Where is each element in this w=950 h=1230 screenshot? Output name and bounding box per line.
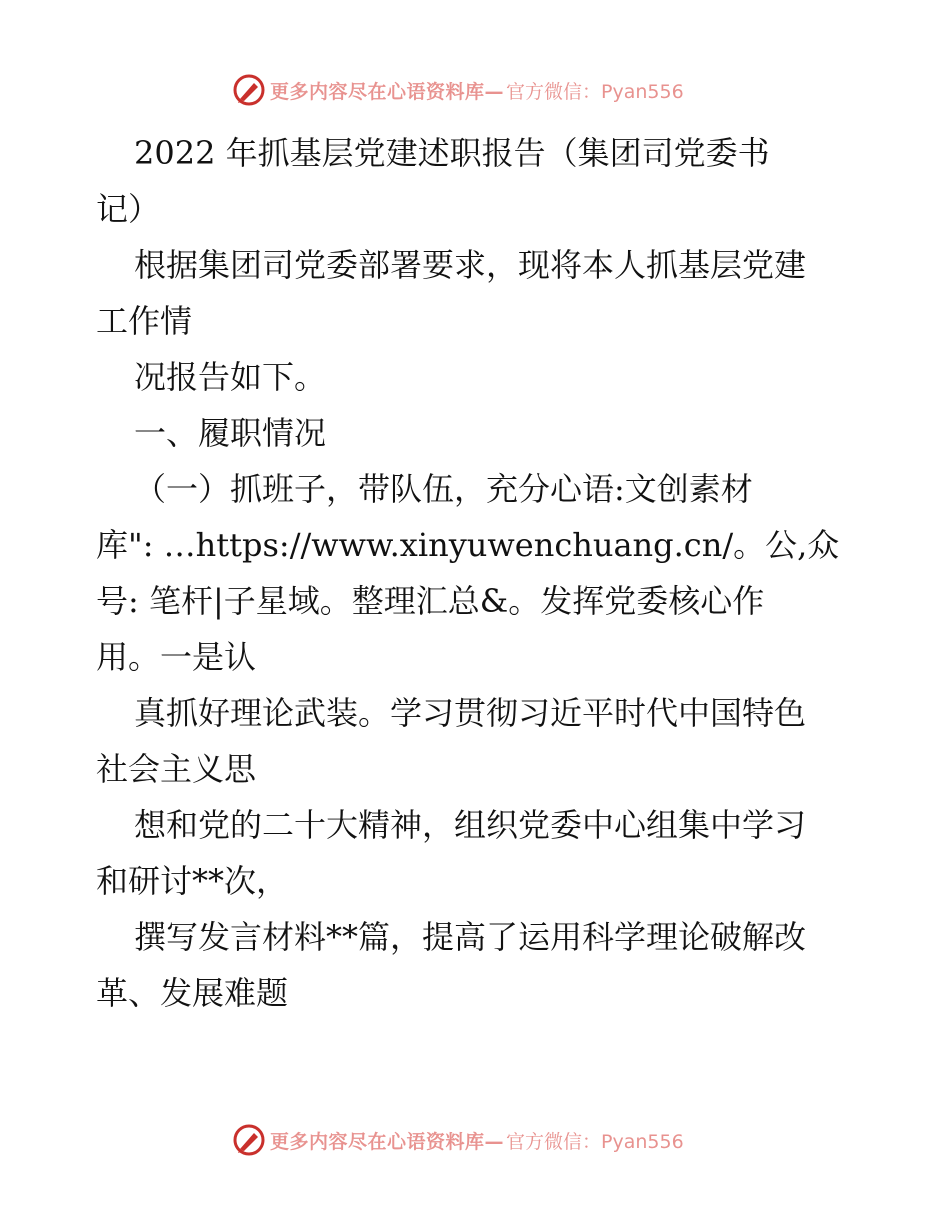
- document-body: [96, 125, 866, 1021]
- watermark-contact: 官方微信：Pyan556: [506, 1130, 684, 1153]
- pen-logo-icon: [232, 73, 266, 107]
- paragraph-line: 革、发展难题: [96, 974, 289, 1012]
- watermark-footer: [232, 1122, 684, 1158]
- paragraph-line: 用。一是认: [96, 638, 257, 676]
- paragraph-line: 库": …https://www.xinyuwenchuang.cn/。公,众: [96, 526, 840, 564]
- title-line-cont: 记）: [96, 190, 161, 228]
- title-line: 2022 年抓基层党建述职报告（集团司党委书: [134, 134, 770, 172]
- paragraph-line: 想和党的二十大精神，组织党委中心组集中学习: [134, 806, 807, 844]
- paragraph-line: 工作情: [96, 302, 193, 340]
- paragraph-line: 号: 笔杆|子星域。整理汇总&。发挥党委核心作: [96, 582, 765, 620]
- watermark-contact: 官方微信：Pyan556: [506, 80, 684, 103]
- watermark-text: 更多内容尽在心语资料库—: [270, 1130, 505, 1153]
- subsection-heading: （一）抓班子，带队伍，充分心语:文创素材: [134, 470, 753, 508]
- watermark-text: 更多内容尽在心语资料库—: [270, 80, 505, 103]
- section-heading: 一、履职情况: [134, 414, 327, 452]
- paragraph-line: 撰写发言材料**篇，提高了运用科学理论破解改: [134, 918, 807, 956]
- paragraph-line: 和研讨**次，: [96, 862, 289, 900]
- paragraph-line: 根据集团司党委部署要求，现将本人抓基层党建: [134, 246, 807, 284]
- paragraph-line: 社会主义思: [96, 750, 257, 788]
- paragraph-line: 况报告如下。: [134, 358, 327, 396]
- pen-logo-icon: [232, 1123, 266, 1157]
- paragraph-line: 真抓好理论武装。学习贯彻习近平时代中国特色: [134, 694, 807, 732]
- watermark-header: [232, 72, 684, 108]
